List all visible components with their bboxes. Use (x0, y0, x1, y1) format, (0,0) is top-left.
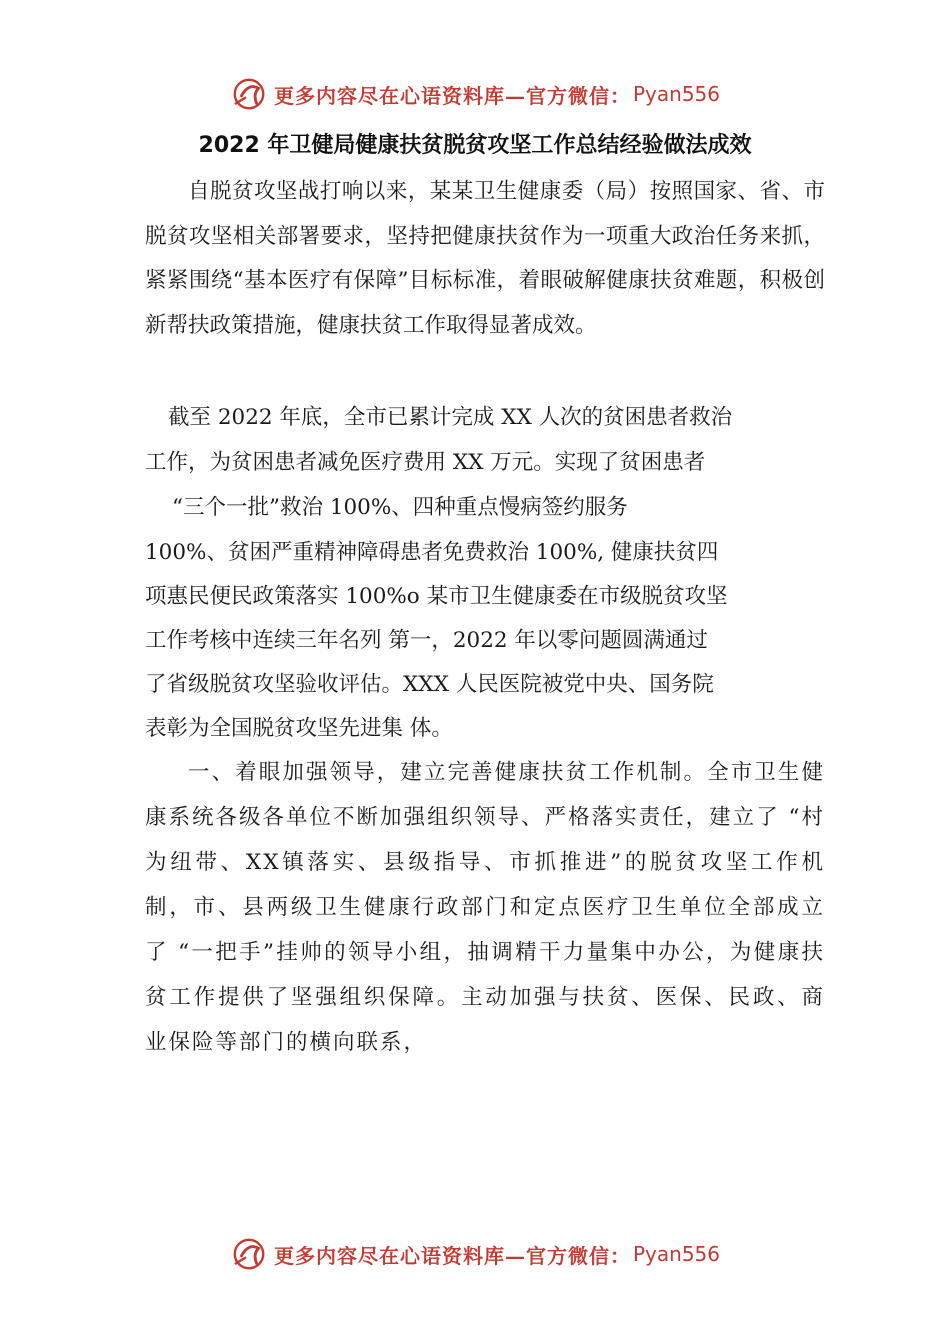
footer-watermark (0, 1232, 950, 1276)
paragraph-results-line: “三个一批”救治 100%、四种重点慢病签约服务 (172, 495, 628, 520)
paragraph-results-line: 项惠民便民政策落实 100%o 某市卫生健康委在市级脱贫攻坚 (145, 584, 728, 609)
paragraph-section-one: 一、着眼加强领导，建立完善健康扶贫工作机制。全市卫生健康系统各级各单位不断加强组织领导、严格落实责任，建立了 “村为纽带、XX镇落实、县级指导、市抓推进”的脱贫攻坚工作机制，市、县两级卫生健康行政部门和定点医疗卫生单位全部成立了 “一把手”挂帅的领导小组，抽调精干力量集中办公，为健康扶贫工作提供了坚强组织保障。主动加强与扶贫、医保、民政、商业保险等部门的横向联系， (145, 760, 825, 1055)
watermark-wechat-id: Pyan556 (632, 82, 720, 106)
paragraph-results-line: 表彰为全国脱贫攻坚先进集 体。 (145, 716, 453, 741)
stamp-logo-icon (230, 75, 268, 113)
paragraph-results-line: 截至 2022 年底，全市已累计完成 XX 人次的贫困患者救治 (168, 405, 733, 430)
stamp-logo-icon (230, 1235, 268, 1273)
paragraph-results-line: 工作考核中连续三年名列 第一，2022 年以零问题圆满通过 (145, 628, 708, 653)
paragraph-results-line: 工作，为贫困患者减免医疗费用 XX 万元。实现了贫困患者 (145, 450, 706, 475)
watermark-wechat-id: Pyan556 (632, 1242, 720, 1266)
paragraph-results-line: 100%、贫困严重精神障碍患者免费救治 100%, 健康扶贫四 (145, 540, 719, 565)
paragraph-results-line: 了省级脱贫攻坚验收评估。XXX 人民医院被党中央、国务院 (145, 672, 714, 697)
document-title: 2022 年卫健局健康扶贫脱贫攻坚工作总结经验做法成效 (198, 133, 752, 158)
watermark-text: 更多内容尽在心语资料库—官方微信： (273, 83, 631, 108)
header-watermark (0, 72, 950, 116)
watermark-text: 更多内容尽在心语资料库—官方微信： (273, 1243, 631, 1268)
paragraph-intro: 自脱贫攻坚战打响以来，某某卫生健康委（局）按照国家、省、市脱贫攻坚相关部署要求，坚持把健康扶贫作为一项重大政治任务来抓，紧紧围绕“基本医疗有保障”目标标准，着眼破解健康扶贫难题，积极创新帮扶政策措施，健康扶贫工作取得显著成效。 (145, 179, 825, 338)
